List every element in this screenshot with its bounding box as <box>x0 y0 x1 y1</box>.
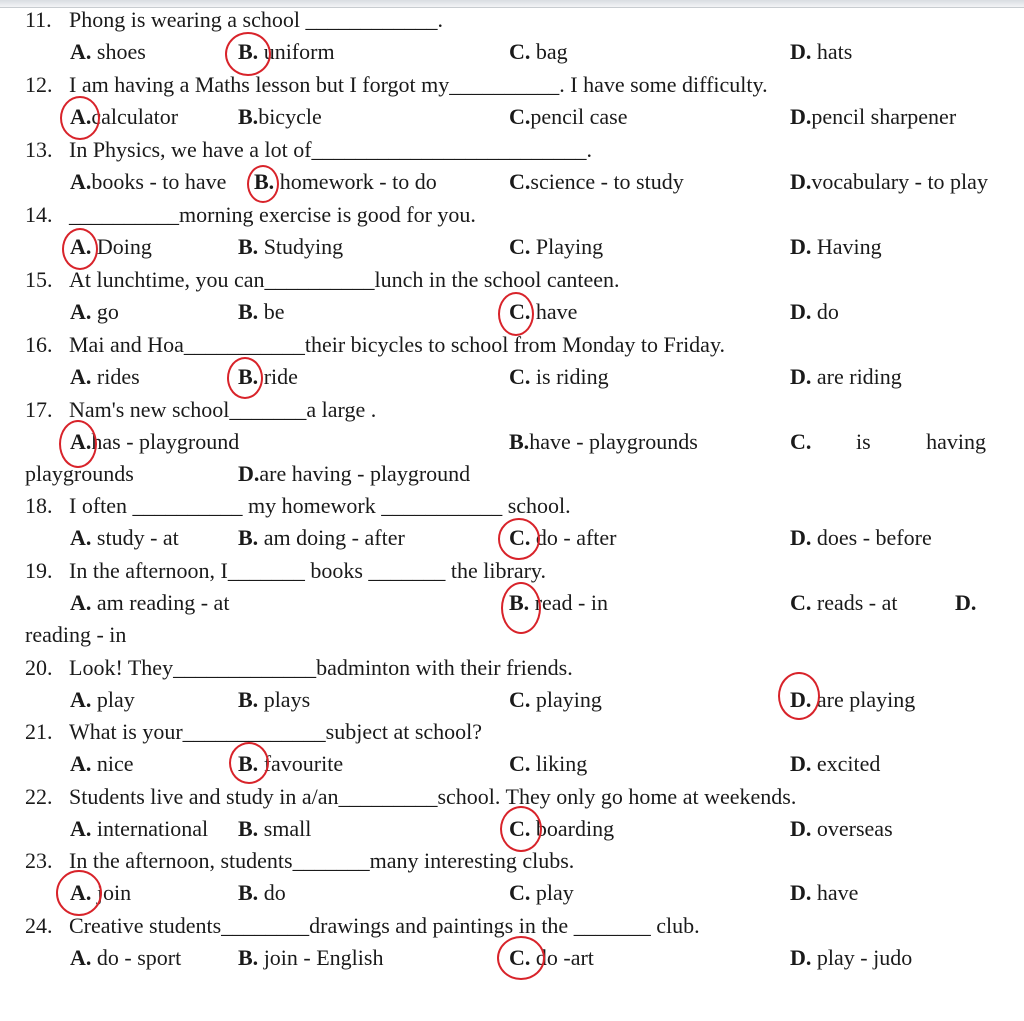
option-letter: C. <box>509 751 531 776</box>
option-text: am doing - after <box>258 525 405 550</box>
question-stem-row <box>0 911 1024 943</box>
option-d[interactable] <box>790 362 902 392</box>
option-text: nice <box>91 751 134 776</box>
option-text: go <box>91 299 119 324</box>
option-letter: B. <box>238 687 259 712</box>
options-row <box>0 943 1024 975</box>
option-letter: C. <box>509 364 531 389</box>
option-text: are playing <box>811 687 916 712</box>
option-text: boarding <box>530 816 615 841</box>
question-stem-row <box>0 70 1024 102</box>
question-stem-row <box>0 556 1024 588</box>
option-letter: A. <box>70 429 92 454</box>
option-text: is riding <box>530 364 609 389</box>
option-a[interactable] <box>70 362 140 392</box>
question-number: 24. <box>25 913 53 938</box>
option-d[interactable] <box>790 232 882 262</box>
question-number: 15. <box>25 267 53 292</box>
option-text: Playing <box>530 234 604 259</box>
option-d[interactable] <box>955 588 976 618</box>
option-b[interactable] <box>238 37 335 67</box>
option-text: do - after <box>530 525 617 550</box>
option-letter: D. <box>790 299 812 324</box>
option-text: join <box>91 880 132 905</box>
question-stem-row <box>0 395 1024 427</box>
options-row <box>0 102 1024 134</box>
option-text: join - English <box>258 945 384 970</box>
question-number: 19. <box>25 558 53 583</box>
option-text: hats <box>811 39 853 64</box>
option-text: Doing <box>91 234 152 259</box>
option-text: playing <box>530 687 602 712</box>
question-stem: Look! They_____________badminton with their friends. <box>69 655 573 680</box>
option-text: are having - playground <box>259 461 471 486</box>
option-letter: D. <box>790 751 812 776</box>
option-letter: C. <box>509 816 531 841</box>
option-letter: C. <box>790 590 812 615</box>
option-letter: C. <box>509 525 531 550</box>
question-stem-row <box>0 491 1024 523</box>
option-text: rides <box>91 364 140 389</box>
options-row <box>0 167 1024 199</box>
option-text: calculator <box>91 104 179 129</box>
option-text: liking <box>530 751 588 776</box>
question-stem-row <box>0 265 1024 297</box>
option-text: bicycle <box>258 104 322 129</box>
options-row <box>0 362 1024 394</box>
option-letter: D. <box>790 104 812 129</box>
question-stem-row <box>0 330 1024 362</box>
option-text: play <box>91 687 135 712</box>
option-letter: A. <box>70 945 92 970</box>
option-text: have <box>530 299 578 324</box>
option-letter: B. <box>509 590 530 615</box>
question-number: 13. <box>25 137 53 162</box>
option-letter: B. <box>238 104 259 129</box>
option-letter: C. <box>509 299 531 324</box>
option-text: vocabulary - to play <box>811 169 988 194</box>
option-letter: C. <box>509 945 531 970</box>
question-number: 21. <box>25 719 53 744</box>
option-letter: A. <box>70 169 92 194</box>
question-number: 23. <box>25 848 53 873</box>
option-letter: D. <box>790 234 812 259</box>
option-text: Studying <box>258 234 344 259</box>
question-stem-row <box>0 846 1024 878</box>
option-letter: C. <box>509 169 531 194</box>
option-letter: D. <box>790 39 812 64</box>
option-text: ride <box>258 364 298 389</box>
option-text: am reading - at <box>91 590 230 615</box>
option-text: pencil sharpener <box>811 104 957 129</box>
option-text: Having <box>811 234 882 259</box>
option-text: do <box>811 299 839 324</box>
option-a[interactable] <box>70 37 146 67</box>
option-a[interactable] <box>70 297 119 327</box>
option-letter: A. <box>70 751 92 776</box>
option-text: read - in <box>529 590 608 615</box>
option-c[interactable] <box>790 588 898 618</box>
question-stem: In the afternoon, I_______ books _______ the library. <box>69 558 546 583</box>
question-stem-row <box>0 653 1024 685</box>
wrapped-row <box>0 459 1024 491</box>
option-letter: C. <box>509 687 531 712</box>
question-stem: What is your_____________subject at school? <box>69 719 483 744</box>
question-stem-row <box>0 782 1024 814</box>
option-letter: B. <box>238 299 259 324</box>
option-text <box>856 427 986 457</box>
option-text-part: having <box>926 429 986 454</box>
option-letter: C. <box>790 429 812 454</box>
option-text: play <box>530 880 574 905</box>
option-letter: A. <box>70 39 92 64</box>
option-text: be <box>258 299 285 324</box>
option-b[interactable] <box>238 523 405 553</box>
question-stem: Nam's new school_______a large . <box>69 397 377 422</box>
option-b[interactable] <box>238 685 310 715</box>
option-a[interactable] <box>70 685 135 715</box>
option-letter: D. <box>790 880 812 905</box>
option-letter: B. <box>238 880 259 905</box>
question-stem: At lunchtime, you can__________lunch in the school canteen. <box>69 267 620 292</box>
option-letter: D. <box>790 364 812 389</box>
option-c[interactable] <box>509 814 614 844</box>
option-text: overseas <box>811 816 893 841</box>
option-text: pencil case <box>530 104 628 129</box>
option-c[interactable] <box>509 167 684 197</box>
option-letter: B. <box>238 364 259 389</box>
option-text: uniform <box>258 39 335 64</box>
option-letter: A. <box>70 104 92 129</box>
question-stem: I often __________ my homework ___________ school. <box>69 493 571 518</box>
option-d[interactable] <box>238 459 470 489</box>
question-number: 16. <box>25 332 53 357</box>
option-letter: A. <box>70 234 92 259</box>
question-stem: In the afternoon, students_______many interesting clubs. <box>69 848 575 873</box>
option-b[interactable] <box>509 588 608 618</box>
option-a[interactable] <box>70 167 226 197</box>
option-letter: A. <box>70 299 92 324</box>
question-stem-row <box>0 135 1024 167</box>
option-text: do <box>258 880 286 905</box>
option-a[interactable] <box>70 943 181 973</box>
options-row <box>0 427 1024 459</box>
option-c[interactable] <box>509 37 568 67</box>
option-letter: B. <box>238 945 259 970</box>
option-b[interactable] <box>238 232 343 262</box>
option-d[interactable] <box>790 102 956 132</box>
option-letter: C. <box>509 880 531 905</box>
option-text: science - to study <box>530 169 684 194</box>
options-row <box>0 588 1024 620</box>
option-a[interactable] <box>70 427 239 457</box>
option-a[interactable] <box>70 232 152 262</box>
option-letter: C. <box>509 39 531 64</box>
option-text: have - playgrounds <box>529 429 698 454</box>
option-text: study - at <box>91 525 179 550</box>
option-letter: A. <box>70 687 92 712</box>
question-number: 12. <box>25 72 53 97</box>
option-text: are riding <box>811 364 902 389</box>
option-letter: C. <box>509 234 531 259</box>
option-text-part: is <box>856 429 871 454</box>
option-c[interactable] <box>509 943 594 973</box>
option-b[interactable] <box>238 943 383 973</box>
option-letter: D. <box>790 687 812 712</box>
option-letter: C. <box>509 104 531 129</box>
option-b[interactable] <box>254 167 437 197</box>
option-letter: D. <box>238 461 260 486</box>
option-text: have <box>811 880 859 905</box>
options-row <box>0 37 1024 69</box>
option-c[interactable] <box>509 685 602 715</box>
option-text: reads - at <box>811 590 898 615</box>
option-text: do -art <box>530 945 594 970</box>
option-letter: A. <box>70 364 92 389</box>
option-letter: B. <box>238 816 259 841</box>
option-c[interactable] <box>790 427 986 457</box>
option-c[interactable] <box>509 362 609 392</box>
option-text: shoes <box>91 39 146 64</box>
option-c[interactable] <box>509 523 617 553</box>
option-b[interactable] <box>238 102 322 132</box>
option-b[interactable] <box>238 297 284 327</box>
option-letter: B. <box>238 751 259 776</box>
option-text: play - judo <box>811 945 913 970</box>
option-letter: D. <box>790 945 812 970</box>
option-c[interactable] <box>509 232 603 262</box>
question-number: 14. <box>25 202 53 227</box>
question-stem: I am having a Maths lesson but I forgot my__________. I have some difficulty. <box>69 72 768 97</box>
question-stem: Students live and study in a/an_________school. They only go home at weekends. <box>69 784 797 809</box>
option-d[interactable] <box>790 297 839 327</box>
question-number: 11. <box>25 7 52 32</box>
option-d[interactable] <box>790 167 988 197</box>
option-d[interactable] <box>790 814 893 844</box>
option-a[interactable] <box>70 102 178 132</box>
option-text: excited <box>811 751 881 776</box>
question-number: 18. <box>25 493 53 518</box>
options-row <box>0 297 1024 329</box>
option-a[interactable] <box>70 523 179 553</box>
question-stem: __________morning exercise is good for you. <box>69 202 476 227</box>
option-b[interactable] <box>509 427 698 457</box>
option-d[interactable] <box>790 37 852 67</box>
option-text: books - to have <box>91 169 227 194</box>
wrapped-text: playgrounds <box>25 461 134 486</box>
options-row <box>0 814 1024 846</box>
option-text: bag <box>530 39 568 64</box>
option-letter: A. <box>70 525 92 550</box>
options-row <box>0 749 1024 781</box>
option-text: small <box>258 816 312 841</box>
option-letter: D. <box>790 525 812 550</box>
option-text: do - sport <box>91 945 182 970</box>
option-letter: B. <box>509 429 530 454</box>
option-d[interactable] <box>790 685 915 715</box>
option-b[interactable] <box>238 814 311 844</box>
option-b[interactable] <box>238 749 343 779</box>
option-letter: D. <box>790 816 812 841</box>
option-text: plays <box>258 687 311 712</box>
option-b[interactable] <box>238 878 286 908</box>
question-number: 17. <box>25 397 53 422</box>
options-row <box>0 878 1024 910</box>
option-c[interactable] <box>509 878 574 908</box>
option-letter: B. <box>238 234 259 259</box>
option-c[interactable] <box>509 297 577 327</box>
question-stem: In Physics, we have a lot of_________________________. <box>69 137 593 162</box>
option-c[interactable] <box>509 102 628 132</box>
question-stem-row <box>0 200 1024 232</box>
question-stem: Phong is wearing a school ____________. <box>69 7 443 32</box>
option-c[interactable] <box>509 749 587 779</box>
option-d[interactable] <box>790 878 858 908</box>
option-text: has - playground <box>91 429 240 454</box>
options-row <box>0 685 1024 717</box>
option-b[interactable] <box>238 362 298 392</box>
option-d[interactable] <box>790 943 912 973</box>
option-letter: B. <box>254 169 275 194</box>
question-stem: Creative students________drawings and paintings in the _______ club. <box>69 913 700 938</box>
wrapped-row <box>0 620 1024 652</box>
option-a[interactable] <box>70 878 131 908</box>
option-letter: A. <box>70 880 92 905</box>
option-text: does - before <box>811 525 932 550</box>
option-d[interactable] <box>790 749 880 779</box>
option-letter: A. <box>70 816 92 841</box>
question-stem: Mai and Hoa___________their bicycles to school from Monday to Friday. <box>69 332 726 357</box>
option-letter: B. <box>238 525 259 550</box>
wrapped-text: reading - in <box>25 622 127 647</box>
option-d[interactable] <box>790 523 932 553</box>
options-row <box>0 523 1024 555</box>
option-letter: B. <box>238 39 259 64</box>
option-a[interactable] <box>70 814 208 844</box>
option-letter: A. <box>70 590 92 615</box>
option-text: international <box>91 816 209 841</box>
question-stem-row <box>0 5 1024 37</box>
options-row <box>0 232 1024 264</box>
option-a[interactable] <box>70 588 229 618</box>
option-a[interactable] <box>70 749 134 779</box>
question-stem-row <box>0 717 1024 749</box>
question-number: 22. <box>25 784 53 809</box>
option-text: favourite <box>258 751 344 776</box>
option-letter: D. <box>955 590 977 615</box>
option-text: homework - to do <box>274 169 437 194</box>
question-number: 20. <box>25 655 53 680</box>
option-letter: D. <box>790 169 812 194</box>
